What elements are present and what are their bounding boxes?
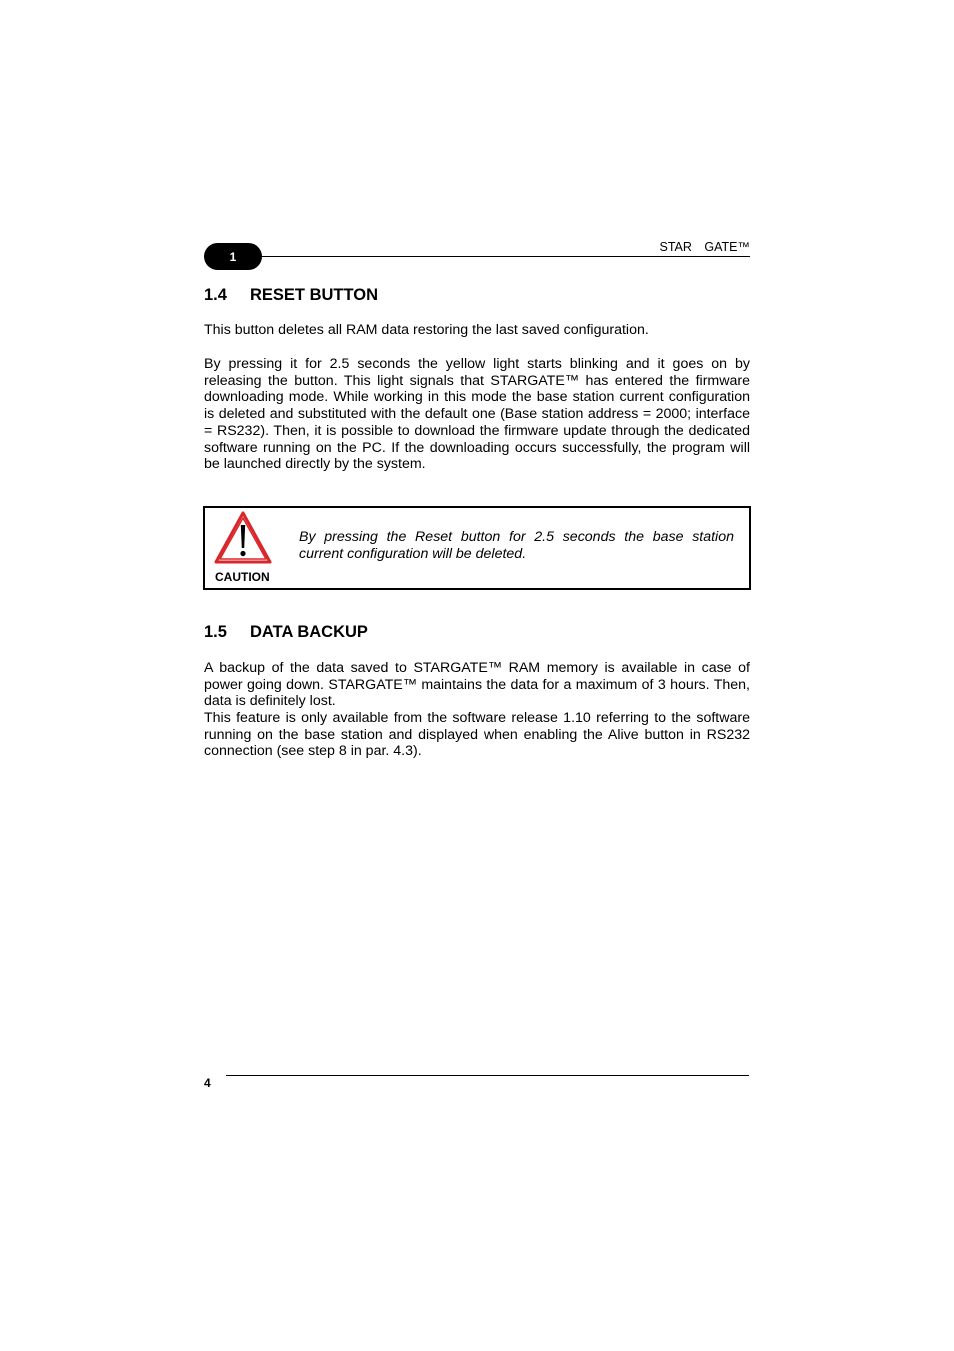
- running-header-title: STAR GATE™: [659, 240, 750, 254]
- footer-divider: [226, 1075, 749, 1076]
- warning-triangle-icon: [214, 511, 272, 565]
- paragraph: By pressing it for 2.5 seconds the yellow light starts blinking and it goes on by releasing the button. This light signals that STARGATE™ has entered the firmware downloading mode. While working in this mode the base station current configuration is deleted and substituted with the default one (Base station address = 2000; interface = RS232). Then, it is possible to download the firmware update through the dedicated software running on the PC. If the downloading occurs successfully, the program will be launched directly by the system.: [204, 356, 750, 473]
- chapter-badge: [204, 243, 262, 270]
- chapter-number: 1: [229, 249, 237, 264]
- section-title: RESET BUTTON: [250, 286, 379, 304]
- header-divider: [258, 256, 750, 257]
- section-heading-reset-button: [204, 286, 378, 305]
- caution-callout: [203, 506, 751, 590]
- paragraph: This feature is only available from the software release 1.10 referring to the software running on the base station and displayed when enabling the Alive button in RS232 connection (see step 8 in par. 4.3).: [204, 710, 750, 760]
- paragraph: This button deletes all RAM data restoring the last saved configuration.: [204, 322, 649, 338]
- section-title: DATA BACKUP: [250, 623, 368, 641]
- section-number: 1.5: [204, 623, 227, 641]
- section-heading-data-backup: [204, 623, 368, 642]
- section-number: 1.4: [204, 286, 227, 304]
- paragraph: A backup of the data saved to STARGATE™ RAM memory is available in case of power going down. STARGATE™ maintains the data for a maximum of 3 hours. Then, data is definitely lost.: [204, 660, 750, 710]
- caution-text: By pressing the Reset button for 2.5 seconds the base station current configuration will be deleted.: [299, 529, 734, 562]
- page-number: 4: [204, 1076, 211, 1090]
- caution-label: CAUTION: [215, 570, 270, 584]
